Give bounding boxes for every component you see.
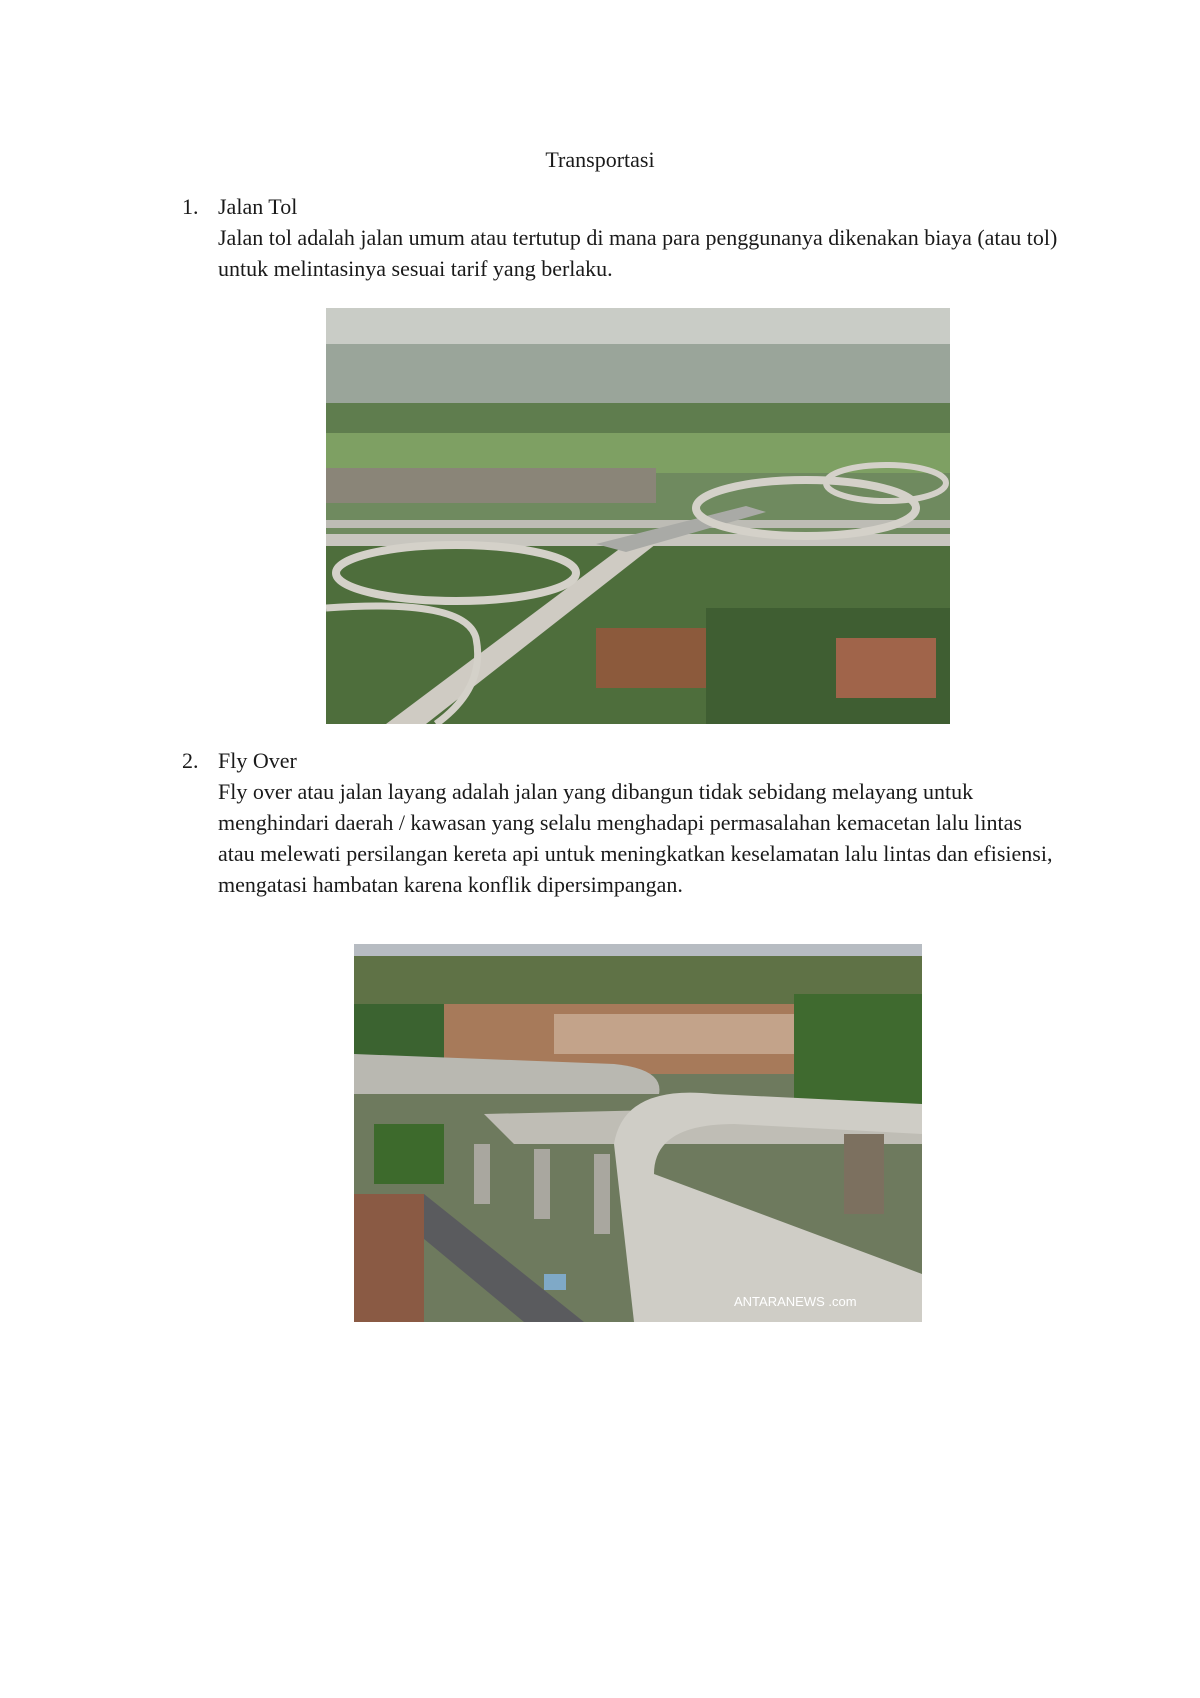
watermark-text: ANTARANEWS .com <box>734 1294 857 1309</box>
list-item-heading: Jalan Tol <box>218 194 298 219</box>
list-item-jalan-tol <box>182 191 1062 284</box>
list-item-number: 1. <box>182 194 199 219</box>
list-item-heading: Fly Over <box>218 748 297 773</box>
list-item-number: 2. <box>182 748 199 773</box>
flyover-construction-image <box>354 944 922 1322</box>
toll-road-interchange-image <box>326 308 950 724</box>
toll-road-photo <box>326 308 950 724</box>
flyover-photo <box>354 944 922 1322</box>
list-item-description: Jalan tol adalah jalan umum atau tertutup di mana para penggunanya dikenakan biaya (atau tol) untuk melintasinya sesuai tarif yang berlaku. <box>218 225 1058 281</box>
page-title: Transportasi <box>545 147 655 172</box>
list-item-description: Fly over atau jalan layang adalah jalan yang dibangun tidak sebidang melayang untuk menghindari daerah / kawasan yang selalu menghadapi permasalahan kemacetan lalu lintas atau melewati persilangan kereta api untuk meningkatkan keselamatan lalu lintas dan efisiensi, mengatasi hambatan karena konflik dipersimpangan. <box>218 779 1053 897</box>
list-item-fly-over <box>182 745 1062 900</box>
